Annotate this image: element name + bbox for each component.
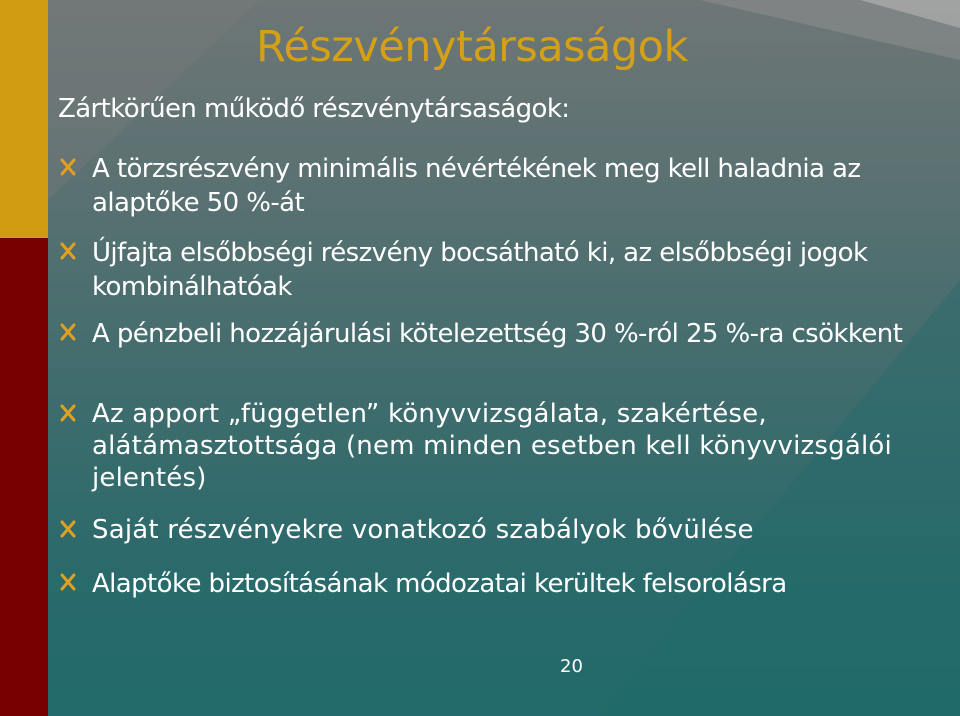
bullet-item-1 (92, 152, 932, 220)
gold-check-cross-icon (60, 573, 76, 591)
bullet-text: Újfajta elsőbbségi részvény bocsátható ki, az elsőbbségi jogok kombinálhatóak (92, 238, 868, 302)
left-accent-bar-red (0, 238, 48, 716)
bullet-item-3 (92, 317, 932, 351)
bullet-item-4 (92, 398, 932, 494)
gold-check-cross-icon (60, 158, 76, 176)
gold-check-cross-icon (60, 404, 76, 422)
bullet-text: Alaptőke biztosításának módozatai kerültek felsorolásra (92, 569, 787, 599)
bullet-text: A törzsrészvény minimális névértékének meg kell haladnia az alaptőke 50 %-át (92, 154, 861, 218)
left-accent-bar-gold (0, 0, 48, 238)
gold-check-cross-icon (60, 242, 76, 260)
bullet-text: Az apport „független” könyvvizsgálata, szakértése, alátámasztottsága (nem minden esetben kell könyvvizsgálói jelentés) (92, 399, 892, 493)
bullet-text: Saját részvényekre vonatkozó szabályok bővülése (92, 515, 754, 545)
bullet-item-2 (92, 236, 932, 304)
gold-check-cross-icon (60, 323, 76, 341)
slide-title: Részvénytársaságok (256, 22, 688, 72)
bullet-text: A pénzbeli hozzájárulási kötelezettség 30 %-ról 25 %-ra csökkent (92, 319, 903, 349)
gold-check-cross-icon (60, 520, 76, 538)
bullet-item-5 (92, 514, 932, 546)
slide-subtitle: Zártkörűen működő részvénytársaságok: (58, 94, 570, 124)
page-number: 20 (560, 656, 583, 677)
left-accent-bar (0, 0, 48, 716)
bullet-item-6 (92, 567, 932, 601)
